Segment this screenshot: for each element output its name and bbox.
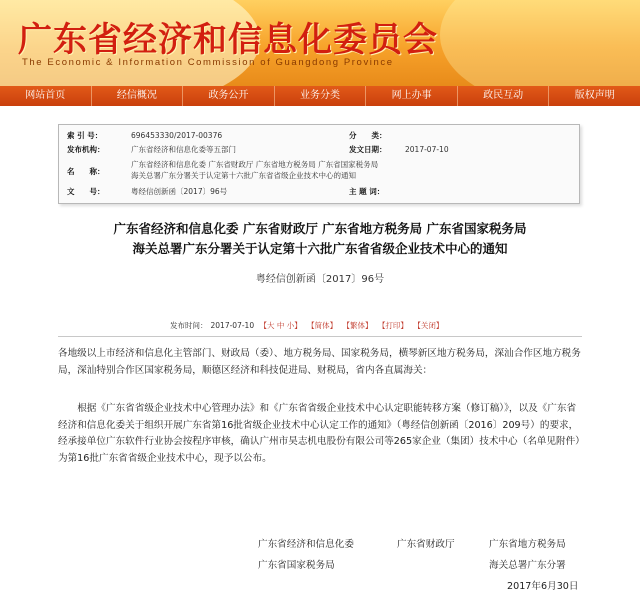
banner-glow xyxy=(440,0,640,86)
nav-item-copyright[interactable]: 版权声明 xyxy=(574,90,615,101)
index-value: 696453330/2017-00376 xyxy=(131,131,223,140)
nav-item-interaction[interactable]: 政民互动 xyxy=(458,86,550,106)
signature-org: 广东省地方税务局 xyxy=(489,539,566,550)
signature-date: 2017年6月30日 xyxy=(507,581,579,592)
publish-time-label: 发布时间： xyxy=(170,321,208,330)
site-title[interactable]: 广东省经济和信息化委员会 xyxy=(18,20,438,60)
publisher-value: 广东省经济和信息化委等五部门 xyxy=(131,145,236,154)
category-label: 分 类： xyxy=(349,131,387,140)
signature-org: 广东省国家税务局 xyxy=(258,560,335,571)
article-doc-number: 粤经信创新函〔2017〕96号 xyxy=(255,274,385,285)
document-meta-table xyxy=(58,124,580,204)
article-paragraph: 各地级以上市经济和信息化主管部门、财政局（委）、地方税务局、国家税务局，横琴新区地方税务局，深汕合作区地方税务局，深汕特别合作区国家税务局，顺德区经济和科技促进局、财税局，省内各直属海关： xyxy=(58,348,581,376)
site-banner xyxy=(0,0,640,86)
close-button[interactable]: 【关闭】 xyxy=(413,321,444,330)
docno-label: 文 号： xyxy=(67,187,105,196)
meta-row-publisher xyxy=(59,143,579,156)
name-line: 广东省经济和信息化委 广东省财政厅 广东省地方税务局 广东省国家税务局 xyxy=(131,160,379,169)
nav-item-home[interactable]: 网站首页 xyxy=(0,86,92,106)
index-label: 索 引 号： xyxy=(67,131,103,140)
article-title-line: 广东省经济和信息化委 广东省财政厅 广东省地方税务局 广东省国家税务局 xyxy=(113,221,527,236)
publisher-label: 发布机构： xyxy=(67,145,105,154)
date-label: 发文日期： xyxy=(349,145,387,154)
nav-item-government-affairs[interactable]: 政务公开 xyxy=(183,86,275,106)
signature-org: 广东省财政厅 xyxy=(397,539,455,550)
publish-date: 2017-07-10 xyxy=(210,321,255,330)
meta-row-index xyxy=(59,129,579,142)
meta-row-docno xyxy=(59,185,579,198)
font-size-control[interactable]: 【大 中 小】 xyxy=(259,321,302,330)
site-subtitle: The Economic & Information Commission of Guangdong Province xyxy=(22,57,394,68)
date-value: 2017-07-10 xyxy=(405,145,449,154)
signature-org: 广东省经济和信息化委 xyxy=(258,539,354,550)
article-paragraph: 根据《广东省省级企业技术中心管理办法》和《广东省省级企业技术中心认定职能转移方案（修订稿）》，以及《广东省经济和信息化委关于组织开展广东省第16批省级企业技术中心认定工作的通知》（粤经信创新函〔2016〕209号）的要求，经承接单位广东软件行业协会按程序审核，确认广州市昊志机电股份有限公司等265家企业（集团）技术中心（名单见附件）为第16批广东省省级企业技术中心，现予以公布。 xyxy=(58,403,580,464)
article-title-line: 海关总署广东分署关于认定第十六批广东省省级企业技术中心的通知 xyxy=(132,241,508,256)
nav-item-overview[interactable]: 经信概况 xyxy=(92,86,184,106)
divider xyxy=(58,336,582,337)
main-nav xyxy=(0,86,640,106)
publish-toolbar xyxy=(170,320,446,331)
docno-value: 粤经信创新函〔2017〕96号 xyxy=(131,187,228,196)
name-value xyxy=(131,159,378,181)
name-label: 名 称： xyxy=(67,167,105,176)
traditional-button[interactable]: 【繁体】 xyxy=(342,321,373,330)
simplified-button[interactable]: 【简体】 xyxy=(307,321,338,330)
print-button[interactable]: 【打印】 xyxy=(377,321,408,330)
subject-label: 主 题 词： xyxy=(349,187,385,196)
nav-item-business-categories[interactable]: 业务分类 xyxy=(275,86,367,106)
signature-org: 海关总署广东分署 xyxy=(489,560,566,571)
nav-item-online-services[interactable]: 网上办事 xyxy=(366,86,458,106)
name-line: 海关总署广东分署关于认定第十六批广东省省级企业技术中心的通知 xyxy=(131,171,356,180)
